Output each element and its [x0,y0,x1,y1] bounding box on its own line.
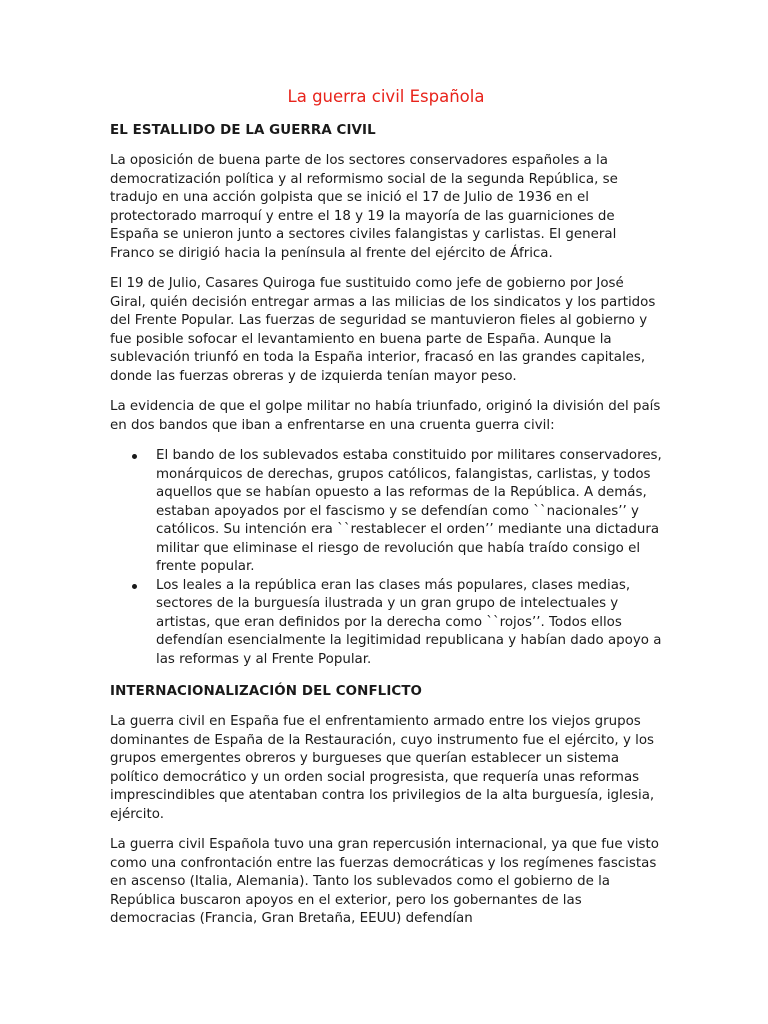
section-internacionalizacion [110,683,662,929]
bullet-list [110,447,662,669]
section-heading: INTERNACIONALIZACIÓN DEL CONFLICTO [110,684,423,699]
list-item-text: Los leales a la república eran las clases más populares, clases medias, sectores de la burguesía ilustrada y un gran grupo de intelectuales y artistas, que eran definidos por la derecha como ``rojos’’. Todos ellos defendían esencialmente la legitimidad republicana y habían dado apoyo a las reformas y al Frente Popular. [156,577,662,667]
paragraph: La guerra civil Española tuvo una gran repercusión internacional, ya que fue visto como una confrontación entre las fuerzas democráticas y los regímenes fascistas en ascenso (Italia, Alemania). Tanto los sublevados como el gobierno de la República buscaron apoyos en el exterior, pero los gobernantes de las democracias (Francia, Gran Bretaña, EEUU) defendían [110,837,659,926]
bullet-icon [132,454,137,459]
paragraph: La evidencia de que el golpe militar no había triunfado, originó la división del país en dos bandos que iban a enfrentarse en una cruenta guerra civil: [110,399,661,433]
paragraph: La guerra civil en España fue el enfrentamiento armado entre los viejos grupos dominantes de España de la Restauración, cuyo instrumento fue el ejército, y los grupos emergentes obreros y burgueses que querían establecer un sistema político democrático y un orden social progresista, que requería unas reformas imprescindibles que atentaban contra los privilegios de la alta burguesía, iglesia, ejército. [110,714,655,822]
bullet-icon [132,584,137,589]
section-heading: EL ESTALLIDO DE LA GUERRA CIVIL [110,123,376,138]
document-body [110,86,662,941]
section-estallido [110,122,662,669]
paragraph: La oposición de buena parte de los sectores conservadores españoles a la democratización política y al reformismo social de la segunda República, se tradujo en una acción golpista que se inició el 17 de Julio de 1936 en el protectorado marroquí y entre el 18 y 19 la mayoría de las guarniciones de España se unieron junto a sectores civiles falangistas y carlistas. El general Franco se dirigió hacia la península al frente del ejército de África. [110,153,618,261]
document-title: La guerra civil Española [287,87,485,106]
paragraph: El 19 de Julio, Casares Quiroga fue sustituido como jefe de gobierno por José Giral, quién decisión entregar armas a las milicias de los sindicatos y los partidos del Frente Popular. Las fuerzas de seguridad se mantuvieron fieles al gobierno y fue posible sofocar el levantamiento en buena parte de España. Aunque la sublevación triunfó en toda la España interior, fracasó en las grandes capitales, donde las fuerzas obreras y de izquierda tenían mayor peso. [110,276,656,384]
list-item-text: El bando de los sublevados estaba constituido por militares conservadores, monárquicos de derechas, grupos católicos, falangistas, carlistas, y todos aquellos que se habían opuesto a las reformas de la República. A demás, estaban apoyados por el fascismo y se defendían como ``nacionales’’ y católicos. Su intención era ``restablecer el orden’’ mediante una dictadura militar que eliminase el riesgo de revolución que había traído consigo el frente popular. [156,448,662,574]
list-item [110,577,662,670]
list-item [110,447,662,577]
